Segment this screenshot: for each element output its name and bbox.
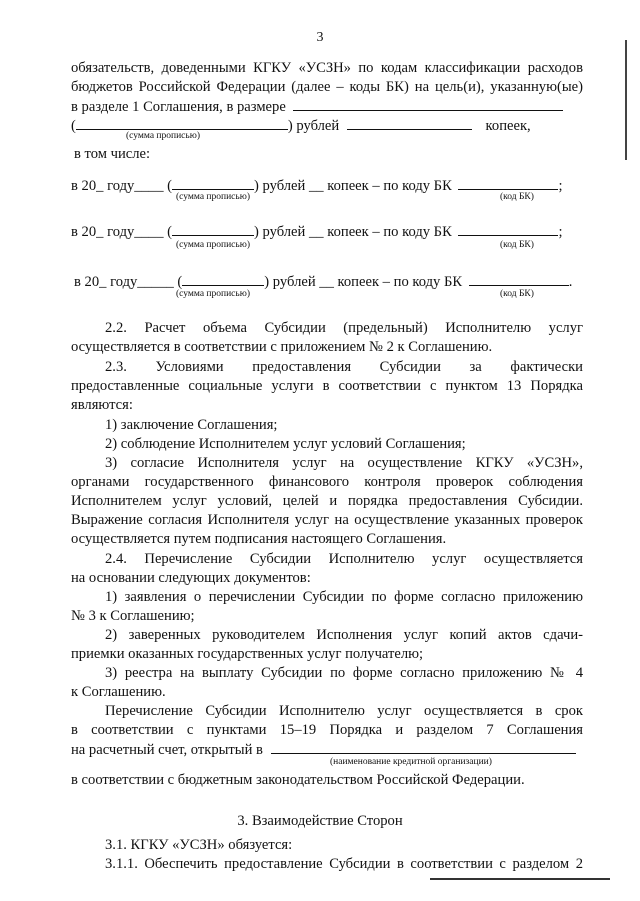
transfer-line-2: в соответствии с пунктами 15–19 Порядка и разделом 7 Соглашения — [71, 722, 583, 738]
year-row-1-prefix: в 20_ году____ ( — [71, 178, 172, 194]
year-row-2-prefix: в 20_ году____ ( — [71, 224, 172, 240]
year-row-3-end: . — [568, 274, 573, 290]
year-row-2-code-note: (код БК) — [500, 240, 534, 250]
page-number: 3 — [316, 30, 324, 45]
p24-line-2: на основании следующих документов: — [71, 570, 311, 586]
year-row-3-prefix: в 20_ году_____ ( — [74, 274, 183, 290]
year-row-2-code-blank — [458, 223, 558, 236]
transfer-line-3 — [71, 741, 583, 759]
p24-doc-1-line-2: № 3 к Соглашению; — [71, 608, 195, 624]
year-row-1-sum-note: (сумма прописью) — [176, 192, 250, 202]
year-row-1-sum-blank — [172, 177, 254, 190]
year-row-2-sum-note: (сумма прописью) — [176, 240, 250, 250]
year-row-2-mid: ) рублей __ копеек – по коду БК — [254, 224, 452, 240]
year-row-3-mid: ) рублей __ копеек – по коду БК — [264, 274, 463, 290]
p24-doc-3-line-2: к Соглашению. — [71, 684, 166, 700]
p23-line-3: являются: — [71, 397, 133, 413]
year-row-3-code-blank — [469, 273, 569, 286]
intro-line-5: в том числе: — [74, 146, 151, 162]
year-row-2 — [71, 223, 583, 241]
intro-line-3-text: в разделе 1 Соглашения, в размере — [71, 99, 286, 115]
year-row-3-sum-note: (сумма прописью) — [176, 289, 250, 299]
amount-rubles: ) рублей — [287, 118, 340, 134]
p23-item-3-line-3: Исполнителем услуг условий, целей и порядка предоставления Субсидии. — [71, 493, 583, 509]
year-row-2-end: ; — [558, 224, 563, 240]
year-row-1-code-blank — [458, 177, 558, 190]
p22-line-2: осуществляется в соответствии с приложением № 2 к Соглашению. — [71, 339, 493, 355]
year-row-3-sum-blank — [182, 273, 264, 286]
p22-line-1: 2.2. Расчет объема Субсидии (предельный) Исполнителю услуг — [105, 320, 583, 336]
transfer-line-3-text: на расчетный счет, открытый в — [71, 742, 263, 758]
credit-org-blank — [271, 741, 576, 754]
p24-doc-2-line-2: приемки оказанных государственных услуг получателю; — [71, 646, 424, 662]
bottom-scan-rule — [430, 878, 610, 880]
intro-line-2: бюджетов Российской Федерации (далее – коды БК) на цель(и), указанную(ые) — [71, 79, 583, 95]
p23-item-3-line-5: осуществляется путем подписания настоящего Соглашения. — [71, 531, 447, 547]
p23-item-3-line-2: органами государственного финансового контроля проверок соблюдения — [71, 474, 583, 490]
transfer-line-4: в соответствии с бюджетным законодательством Российской Федерации. — [71, 772, 525, 788]
intro-line-1: обязательств, доведенными КГКУ «УСЗН» по кодам классификации расходов — [71, 60, 583, 76]
year-row-3-code-note: (код БК) — [500, 289, 534, 299]
section-3-1: 3.1. КГКУ «УСЗН» обязуется: — [105, 837, 293, 853]
credit-org-note: (наименование кредитной организации) — [330, 757, 492, 767]
transfer-line-1: Перечисление Субсидии Исполнителю услуг осуществляется в срок — [105, 703, 583, 719]
p23-item-2: 2) соблюдение Исполнителем услуг условий Соглашения; — [105, 436, 466, 452]
p23-line-2: предоставленные социальные услуги в соответствии с пунктом 13 Порядка — [71, 378, 583, 394]
p23-line-1: 2.3. Условиями предоставления Субсидии за фактически — [105, 359, 583, 375]
year-row-1-mid: ) рублей __ копеек – по коду БК — [254, 178, 452, 194]
p23-item-3-line-4: Выражение согласия Исполнителя услуг на осуществление указанных проверок — [71, 512, 583, 528]
year-row-1-end: ; — [558, 178, 563, 194]
kopecks-blank — [347, 117, 472, 130]
section-3-heading: 3. Взаимодействие Сторон — [237, 813, 403, 829]
section-3-1-1: 3.1.1. Обеспечить предоставление Субсидии в соответствии с разделом 2 — [105, 856, 583, 872]
p23-item-1: 1) заключение Соглашения; — [105, 417, 278, 433]
year-row-1-code-note: (код БК) — [500, 192, 534, 202]
year-row-2-sum-blank — [172, 223, 254, 236]
p24-line-1: 2.4. Перечисление Субсидии Исполнителю услуг осуществляется — [105, 551, 583, 567]
p24-doc-1-line-1: 1) заявления о перечислении Субсидии по форме согласно приложению — [105, 589, 583, 605]
scan-edge-mark — [625, 40, 627, 160]
p23-item-3-line-1: 3) согласие Исполнителя услуг на осуществление КГКУ «УСЗН», — [105, 455, 583, 471]
amount-open-paren: ( — [71, 118, 76, 134]
intro-line-3 — [71, 98, 583, 116]
p24-doc-2-line-1: 2) заверенных руководителем Исполнения услуг копий актов сдачи- — [105, 627, 583, 643]
p24-doc-3-line-1: 3) реестра на выплату Субсидии по форме согласно приложению № 4 — [105, 665, 583, 681]
amount-words-note: (сумма прописью) — [126, 131, 200, 141]
amount-words-blank — [76, 117, 288, 130]
amount-kopecks: копеек, — [485, 118, 531, 134]
amount-blank — [293, 98, 563, 111]
